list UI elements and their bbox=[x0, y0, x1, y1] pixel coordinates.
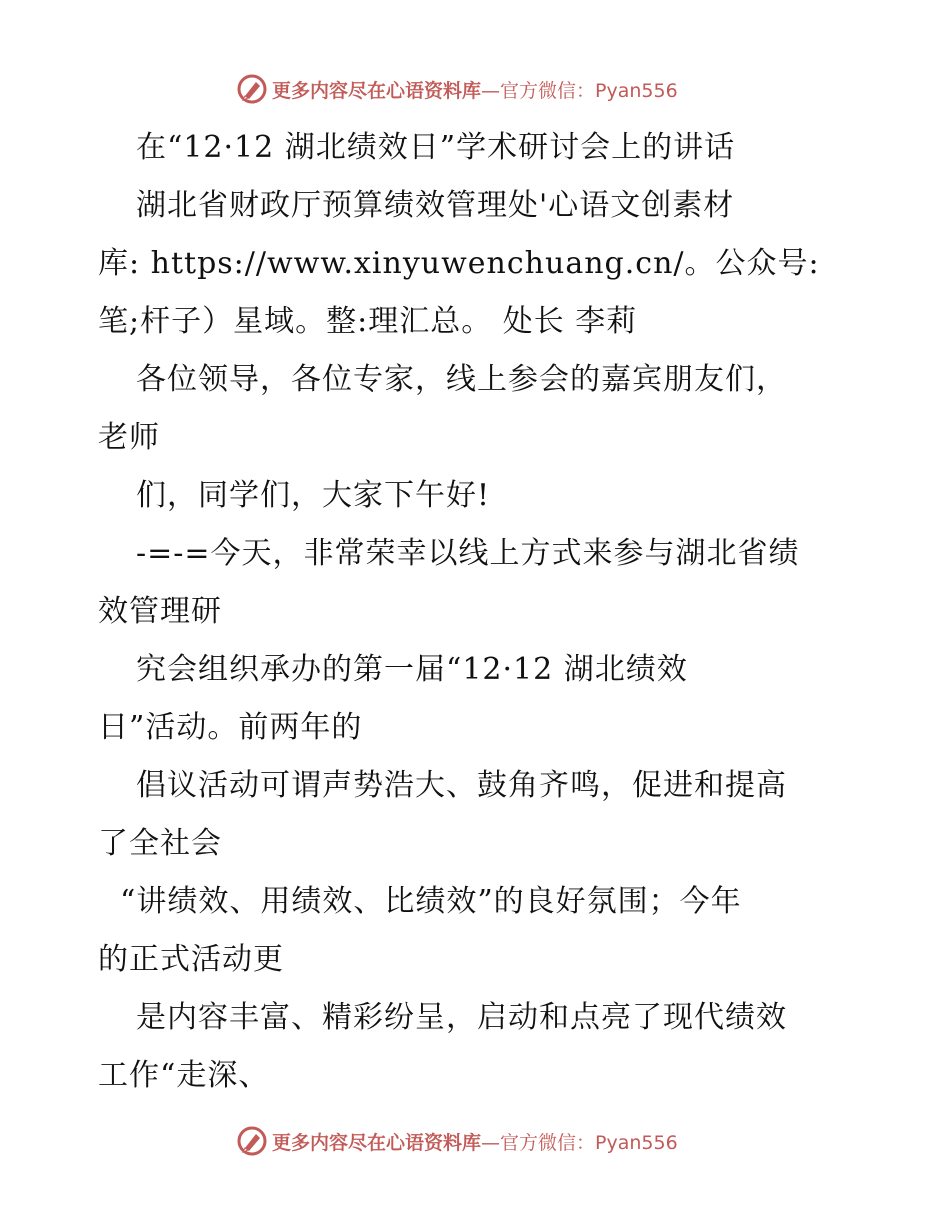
header-banner bbox=[236, 72, 678, 106]
banner-wechat-text: 官方微信：Pyan556 bbox=[500, 1131, 678, 1154]
text-line: 笔;杆子）星域。整:理汇总。 处长 李莉 bbox=[98, 304, 638, 339]
text-line: 各位领导，各位专家，线上参会的嘉宾朋友们， bbox=[136, 362, 787, 397]
banner-text bbox=[272, 1128, 678, 1155]
banner-separator: — bbox=[481, 1131, 501, 1154]
text-line: 们，同学们，大家下午好! bbox=[136, 478, 491, 513]
banner-main-text: 更多内容尽在心语资料库 bbox=[272, 79, 482, 102]
text-line: 的正式活动更 bbox=[98, 942, 284, 977]
text-line: 湖北省财政厅预算绩效管理处'心语文创素材 bbox=[136, 188, 735, 223]
text-line: 工作“走深、 bbox=[98, 1058, 270, 1093]
text-line: 库: https://www.xinyuwenchuang.cn/。公众号: bbox=[98, 246, 820, 281]
banner-text bbox=[272, 76, 678, 103]
text-line: 是内容丰富、精彩纷呈，启动和点亮了现代绩效 bbox=[136, 1000, 787, 1035]
text-line: -=-=今天，非常荣幸以线上方式来参与湖北省绩 bbox=[136, 536, 800, 571]
text-line: 效管理研 bbox=[98, 594, 222, 629]
banner-separator: — bbox=[481, 79, 501, 102]
pen-nib-circle-logo-icon bbox=[236, 1125, 268, 1157]
text-line: 了全社会 bbox=[98, 826, 222, 861]
document-title: 在“12·12 湖北绩效日”学术研讨会上的讲话 bbox=[136, 130, 736, 165]
banner-wechat-text: 官方微信：Pyan556 bbox=[500, 79, 678, 102]
pen-nib-circle-logo-icon bbox=[236, 73, 268, 105]
text-line: “讲绩效、用绩效、比绩效”的良好氛围；今年 bbox=[120, 884, 742, 919]
text-line: 日”活动。前两年的 bbox=[98, 710, 363, 745]
footer-banner bbox=[236, 1124, 678, 1158]
text-line: 老师 bbox=[98, 420, 160, 455]
text-line: 究会组织承办的第一届“12·12 湖北绩效 bbox=[136, 652, 688, 687]
text-line: 倡议活动可谓声势浩大、鼓角齐鸣，促进和提高 bbox=[136, 768, 787, 803]
banner-main-text: 更多内容尽在心语资料库 bbox=[272, 1131, 482, 1154]
